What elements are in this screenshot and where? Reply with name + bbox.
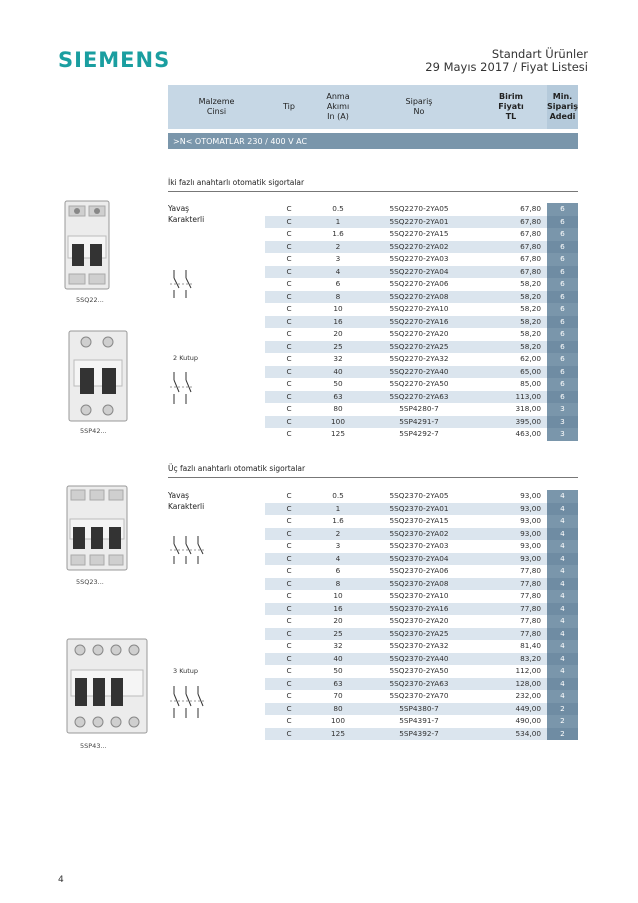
cell-order-no: 5SQ2370-2YA15 [389, 516, 449, 525]
cell-tip: C [286, 641, 292, 650]
cell-min-qty: 6 [547, 328, 578, 341]
col-header-birim: Birim Fiyatı TL [475, 85, 547, 129]
cell-current: 4 [335, 266, 341, 276]
product-code-5sp43: 5SP43... [80, 742, 107, 750]
table-row [265, 316, 578, 329]
cell-price: 67,80 [520, 241, 541, 251]
table-row [265, 665, 578, 678]
cell-price: 85,00 [520, 379, 541, 388]
cell-order-no: 5SQ2370-2YA20 [389, 616, 449, 625]
cell-order-no: 5SQ2370-2YA08 [389, 578, 449, 588]
document-header [425, 48, 588, 74]
cell-order-no: 5SQ2370-2YA40 [389, 653, 449, 663]
breaker-3pole-large-image [66, 638, 148, 734]
table-row [265, 528, 578, 541]
table-row [265, 391, 578, 404]
cell-price: 58,20 [520, 316, 541, 326]
cell-tip: C [286, 491, 292, 500]
cell-min-qty: 4 [547, 528, 578, 541]
cell-current: 63 [333, 391, 343, 401]
cell-current: 3 [335, 541, 341, 550]
cell-price: 77,80 [520, 591, 541, 600]
cell-min-qty: 6 [547, 341, 578, 354]
table-row [265, 278, 578, 291]
cell-min-qty: 4 [547, 590, 578, 603]
cell-price: 67,80 [520, 229, 541, 238]
cell-price: 77,80 [520, 603, 541, 613]
table-row [265, 353, 578, 366]
cell-current: 70 [333, 691, 343, 700]
kutup-label-3: 3 Kutup [173, 667, 199, 675]
cell-order-no: 5SQ2270-2YA63 [389, 391, 449, 401]
table-row [265, 540, 578, 553]
cell-current: 10 [333, 304, 343, 313]
table-row [265, 615, 578, 628]
cell-tip: C [286, 566, 292, 575]
table-row [265, 328, 578, 341]
cell-current: 2 [335, 528, 341, 538]
table-row [265, 715, 578, 728]
cell-min-qty: 4 [547, 515, 578, 528]
cell-current: 1 [335, 503, 341, 513]
page-number: 4 [58, 875, 64, 885]
cell-order-no: 5SQ2270-2YA06 [389, 279, 449, 288]
table-row [265, 266, 578, 279]
cell-min-qty: 4 [547, 628, 578, 641]
cell-order-no: 5SQ2370-2YA03 [389, 541, 449, 550]
cell-current: 6 [335, 279, 341, 288]
cell-current: 40 [333, 366, 343, 376]
cell-order-no: 5SQ2270-2YA15 [389, 229, 449, 238]
product-code-5sq22: 5SQ22... [76, 296, 104, 304]
cell-current: 50 [333, 666, 343, 675]
table-row [265, 228, 578, 241]
table-row [265, 378, 578, 391]
table-row [265, 628, 578, 641]
cell-min-qty: 6 [547, 266, 578, 279]
cell-price: 67,80 [520, 204, 541, 213]
cell-order-no: 5SQ2270-2YA08 [389, 291, 449, 301]
table-row [265, 515, 578, 528]
cell-min-qty: 6 [547, 378, 578, 391]
cell-current: 32 [333, 354, 343, 363]
table-row [265, 428, 578, 441]
cell-order-no: 5SQ2270-2YA50 [389, 379, 449, 388]
cell-tip: C [286, 728, 292, 738]
col-header-tip: Tip [265, 85, 313, 129]
siemens-logo: SIEMENS [58, 48, 171, 72]
cell-price: 58,20 [520, 329, 541, 338]
divider [168, 191, 578, 192]
cell-min-qty: 3 [547, 428, 578, 441]
cell-min-qty: 4 [547, 578, 578, 591]
cell-order-no: 5SP4380-7 [399, 703, 439, 713]
cell-order-no: 5SQ2270-2YA40 [389, 366, 449, 376]
cell-min-qty: 3 [547, 403, 578, 416]
cell-price: 93,00 [520, 516, 541, 525]
cell-min-qty: 4 [547, 603, 578, 616]
cell-price: 318,00 [515, 404, 541, 413]
cell-tip: C [286, 279, 292, 288]
cell-current: 1 [335, 216, 341, 226]
cell-price: 62,00 [520, 354, 541, 363]
cell-order-no: 5SQ2370-2YA25 [389, 628, 449, 638]
cell-order-no: 5SQ2270-2YA05 [389, 204, 449, 213]
cell-tip: C [286, 291, 292, 301]
cell-price: 77,80 [520, 616, 541, 625]
table-row [265, 203, 578, 216]
cell-current: 50 [333, 379, 343, 388]
cell-min-qty: 4 [547, 490, 578, 503]
cell-min-qty: 4 [547, 503, 578, 516]
cell-price: 77,80 [520, 578, 541, 588]
cell-order-no: 5SQ2370-2YA10 [389, 591, 449, 600]
breaker-2pole-large-image [68, 330, 128, 422]
cell-price: 67,80 [520, 216, 541, 226]
table-row [265, 241, 578, 254]
cell-price: 93,00 [520, 553, 541, 563]
cell-price: 67,80 [520, 254, 541, 263]
cell-price: 81,40 [520, 641, 541, 650]
cell-tip: C [286, 678, 292, 688]
table-row [265, 553, 578, 566]
cell-price: 58,20 [520, 341, 541, 351]
cell-tip: C [286, 241, 292, 251]
cell-price: 93,00 [520, 503, 541, 513]
cell-price: 113,00 [515, 391, 541, 401]
circuit-2pole-large-icon [168, 368, 204, 408]
cell-current: 3 [335, 254, 341, 263]
table-row [265, 703, 578, 716]
cell-order-no: 5SQ2370-2YA50 [389, 666, 449, 675]
cell-min-qty: 6 [547, 228, 578, 241]
cell-price: 58,20 [520, 279, 541, 288]
cell-current: 10 [333, 591, 343, 600]
block-label-2-phase: Yavaş Karakterli [168, 204, 205, 224]
cell-tip: C [286, 666, 292, 675]
cell-order-no: 5SQ2370-2YA63 [389, 678, 449, 688]
breaker-2pole-small-image [64, 200, 110, 290]
circuit-3pole-large-icon [168, 682, 214, 722]
product-code-5sp42: 5SP42... [80, 427, 107, 435]
cell-min-qty: 4 [547, 690, 578, 703]
table-row [265, 416, 578, 429]
cell-min-qty: 3 [547, 416, 578, 429]
cell-min-qty: 6 [547, 253, 578, 266]
block-title-3-phase: Üç fazlı anahtarlı otomatik sigortalar [168, 464, 306, 473]
col-header-anma: Anma Akımı In (A) [313, 85, 363, 129]
cell-min-qty: 2 [547, 703, 578, 716]
cell-tip: C [286, 528, 292, 538]
cell-tip: C [286, 628, 292, 638]
cell-order-no: 5SQ2370-2YA01 [389, 503, 449, 513]
cell-current: 4 [335, 553, 341, 563]
cell-min-qty: 6 [547, 278, 578, 291]
cell-order-no: 5SQ2370-2YA32 [389, 641, 449, 650]
cell-min-qty: 4 [547, 615, 578, 628]
cell-order-no: 5SP4392-7 [399, 728, 439, 738]
table-row [265, 578, 578, 591]
cell-price: 93,00 [520, 491, 541, 500]
col-header-siparis: Sipariş No [363, 85, 475, 129]
table-row [265, 490, 578, 503]
price-table-3-phase [265, 490, 578, 740]
cell-price: 65,00 [520, 366, 541, 376]
cell-current: 6 [335, 566, 341, 575]
cell-order-no: 5SQ2370-2YA05 [389, 491, 449, 500]
cell-min-qty: 6 [547, 303, 578, 316]
table-row [265, 303, 578, 316]
table-row [265, 640, 578, 653]
cell-current: 0.5 [332, 491, 344, 500]
block-label-3-phase: Yavaş Karakterli [168, 491, 205, 511]
cell-tip: C [286, 616, 292, 625]
cell-tip: C [286, 653, 292, 663]
cell-min-qty: 6 [547, 353, 578, 366]
cell-tip: C [286, 229, 292, 238]
price-table-2-phase [265, 203, 578, 441]
cell-tip: C [286, 578, 292, 588]
table-row [265, 565, 578, 578]
cell-order-no: 5SQ2270-2YA01 [389, 216, 449, 226]
cell-min-qty: 4 [547, 653, 578, 666]
product-code-5sq23: 5SQ23... [76, 578, 104, 586]
cell-tip: C [286, 603, 292, 613]
cell-min-qty: 4 [547, 665, 578, 678]
cell-tip: C [286, 391, 292, 401]
cell-order-no: 5SQ2270-2YA10 [389, 304, 449, 313]
cell-current: 1.6 [332, 516, 344, 525]
cell-current: 125 [331, 429, 345, 438]
cell-min-qty: 6 [547, 316, 578, 329]
cell-min-qty: 6 [547, 216, 578, 229]
cell-tip: C [286, 254, 292, 263]
cell-min-qty: 2 [547, 715, 578, 728]
cell-min-qty: 4 [547, 678, 578, 691]
table-row [265, 603, 578, 616]
cell-order-no: 5SP4291-7 [399, 416, 439, 426]
cell-current: 125 [331, 728, 345, 738]
cell-tip: C [286, 304, 292, 313]
table-row [265, 366, 578, 379]
cell-price: 112,00 [515, 666, 541, 675]
table-row [265, 653, 578, 666]
cell-tip: C [286, 416, 292, 426]
cell-current: 20 [333, 329, 343, 338]
cell-tip: C [286, 591, 292, 600]
cell-current: 25 [333, 341, 343, 351]
table-row [265, 503, 578, 516]
cell-current: 80 [333, 404, 343, 413]
cell-price: 534,00 [515, 728, 541, 738]
circuit-2pole-icon [168, 266, 204, 302]
cell-min-qty: 4 [547, 540, 578, 553]
cell-tip: C [286, 354, 292, 363]
document-subtitle: 29 Mayıs 2017 / Fiyat Listesi [425, 60, 588, 74]
cell-price: 67,80 [520, 266, 541, 276]
circuit-3pole-icon [168, 532, 214, 568]
cell-order-no: 5SQ2370-2YA04 [389, 553, 449, 563]
cell-tip: C [286, 404, 292, 413]
cell-tip: C [286, 266, 292, 276]
cell-order-no: 5SQ2270-2YA25 [389, 341, 449, 351]
cell-current: 8 [335, 578, 341, 588]
cell-current: 16 [333, 316, 343, 326]
cell-order-no: 5SP4292-7 [399, 429, 439, 438]
cell-current: 63 [333, 678, 343, 688]
document-title: Standart Ürünler [491, 47, 588, 61]
cell-tip: C [286, 703, 292, 713]
cell-order-no: 5SQ2270-2YA03 [389, 254, 449, 263]
table-row [265, 728, 578, 741]
cell-order-no: 5SP4391-7 [399, 716, 439, 725]
cell-tip: C [286, 516, 292, 525]
cell-current: 20 [333, 616, 343, 625]
col-header-min: Min. Sipariş Adedi [547, 85, 578, 129]
cell-min-qty: 4 [547, 553, 578, 566]
cell-price: 93,00 [520, 528, 541, 538]
cell-tip: C [286, 503, 292, 513]
table-row [265, 253, 578, 266]
cell-price: 58,20 [520, 304, 541, 313]
cell-current: 32 [333, 641, 343, 650]
cell-min-qty: 6 [547, 241, 578, 254]
cell-tip: C [286, 204, 292, 213]
cell-min-qty: 6 [547, 203, 578, 216]
cell-current: 25 [333, 628, 343, 638]
cell-price: 93,00 [520, 541, 541, 550]
cell-current: 1.6 [332, 229, 344, 238]
cell-min-qty: 2 [547, 728, 578, 741]
cell-price: 232,00 [515, 691, 541, 700]
cell-order-no: 5SQ2270-2YA16 [389, 316, 449, 326]
table-row [265, 403, 578, 416]
table-row [265, 291, 578, 304]
cell-tip: C [286, 379, 292, 388]
cell-tip: C [286, 216, 292, 226]
cell-price: 58,20 [520, 291, 541, 301]
cell-current: 8 [335, 291, 341, 301]
cell-order-no: 5SQ2370-2YA70 [389, 691, 449, 700]
cell-tip: C [286, 691, 292, 700]
cell-tip: C [286, 429, 292, 438]
cell-min-qty: 6 [547, 391, 578, 404]
block-title-2-phase: İki fazlı anahtarlı otomatik sigortalar [168, 178, 305, 187]
col-header-malzeme: Malzeme Cinsi [168, 85, 265, 129]
cell-order-no: 5SQ2270-2YA20 [389, 329, 449, 338]
cell-price: 490,00 [515, 716, 541, 725]
cell-order-no: 5SQ2270-2YA04 [389, 266, 449, 276]
table-row [265, 678, 578, 691]
cell-order-no: 5SQ2370-2YA06 [389, 566, 449, 575]
cell-current: 100 [331, 716, 345, 725]
cell-tip: C [286, 329, 292, 338]
cell-current: 0.5 [332, 204, 344, 213]
cell-tip: C [286, 553, 292, 563]
cell-price: 449,00 [515, 703, 541, 713]
cell-min-qty: 6 [547, 366, 578, 379]
divider [168, 477, 578, 478]
cell-order-no: 5SQ2370-2YA16 [389, 603, 449, 613]
cell-tip: C [286, 341, 292, 351]
kutup-label-2: 2 Kutup [173, 354, 199, 362]
cell-price: 77,80 [520, 628, 541, 638]
table-row [265, 590, 578, 603]
cell-tip: C [286, 316, 292, 326]
cell-current: 80 [333, 703, 343, 713]
cell-min-qty: 4 [547, 565, 578, 578]
cell-price: 128,00 [515, 678, 541, 688]
cell-tip: C [286, 716, 292, 725]
table-row [265, 690, 578, 703]
cell-min-qty: 4 [547, 640, 578, 653]
cell-tip: C [286, 366, 292, 376]
cell-price: 463,00 [515, 429, 541, 438]
table-row [265, 216, 578, 229]
cell-order-no: 5SP4280-7 [399, 404, 439, 413]
cell-tip: C [286, 541, 292, 550]
breaker-3pole-small-image [66, 485, 128, 571]
cell-order-no: 5SQ2270-2YA02 [389, 241, 449, 251]
cell-current: 100 [331, 416, 345, 426]
cell-price: 83,20 [520, 653, 541, 663]
cell-order-no: 5SQ2270-2YA32 [389, 354, 449, 363]
cell-min-qty: 6 [547, 291, 578, 304]
cell-price: 395,00 [515, 416, 541, 426]
cell-price: 77,80 [520, 566, 541, 575]
table-row [265, 341, 578, 354]
cell-current: 2 [335, 241, 341, 251]
cell-current: 40 [333, 653, 343, 663]
section-title: >N< OTOMATLAR 230 / 400 V AC [168, 133, 578, 149]
cell-order-no: 5SQ2370-2YA02 [389, 528, 449, 538]
cell-current: 16 [333, 603, 343, 613]
